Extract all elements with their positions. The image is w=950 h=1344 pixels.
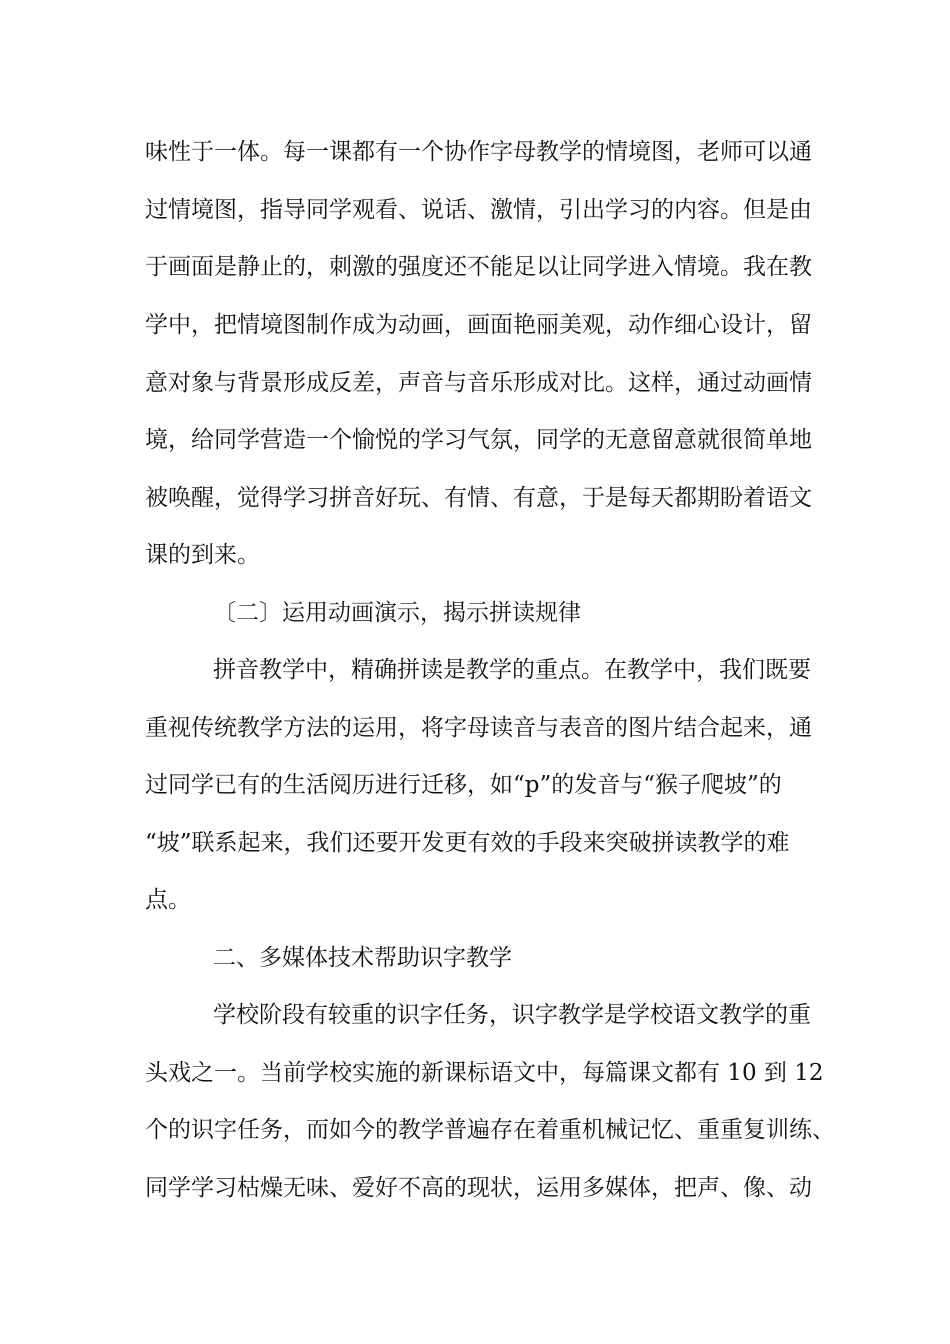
section-heading-2: 〔二〕运用动画演示，揭示拼读规律 xyxy=(213,600,581,626)
paragraph-2-line-4: “坡”联系起来，我们还要开发更有效的手段来突破拼读教学的难 xyxy=(145,830,790,856)
paragraph-1-line-1: 味性于一体。每一课都有一个协作字母教学的情境图，老师可以通 xyxy=(145,139,812,165)
paragraph-2-line-1: 拼音教学中，精确拼读是教学的重点。在教学中，我们既要 xyxy=(213,657,811,683)
paragraph-1-line-4: 学中，把情境图制作成为动画，画面艳丽美观，动作细心设计，留 xyxy=(145,312,812,338)
paragraph-3-line-1: 学校阶段有较重的识字任务，识字教学是学校语文教学的重 xyxy=(213,1002,811,1028)
paragraph-3-line-3: 个的识字任务，而如今的教学普遍存在着重机械记忆、重重复训练、 xyxy=(145,1117,835,1143)
paragraph-1-line-6: 境，给同学营造一个愉悦的学习气氛，同学的无意留意就很简单地 xyxy=(145,427,812,453)
paragraph-2-line-5: 点。 xyxy=(145,887,191,913)
paragraph-1-line-3: 于画面是静止的，刺激的强度还不能足以让同学进入情境。我在教 xyxy=(145,254,812,280)
paragraph-2-line-2: 重视传统教学方法的运用，将字母读音与表音的图片结合起来，通 xyxy=(145,715,812,741)
paragraph-1-line-8: 课的到来。 xyxy=(145,542,260,568)
paragraph-1-line-7: 被唤醒，觉得学习拼音好玩、有情、有意，于是每天都期盼着语文 xyxy=(145,485,812,511)
paragraph-3-line-4: 同学学习枯燥无味、爱好不高的现状，运用多媒体，把声、像、动 xyxy=(145,1175,812,1201)
paragraph-1-line-2: 过情境图，指导同学观看、说话、激情，引出学习的内容。但是由 xyxy=(145,197,812,223)
paragraph-2-line-3: 过同学已有的生活阅历进行迁移，如“p”的发音与“猴子爬坡”的 xyxy=(145,772,782,798)
paragraph-3-line-2: 头戏之一。当前学校实施的新课标语文中，每篇课文都有 10 到 12 xyxy=(145,1060,824,1086)
paragraph-1-line-5: 意对象与背景形成反差，声音与音乐形成对比。这样，通过动画情 xyxy=(145,370,812,396)
section-heading-3: 二、多媒体技术帮助识字教学 xyxy=(213,945,512,971)
